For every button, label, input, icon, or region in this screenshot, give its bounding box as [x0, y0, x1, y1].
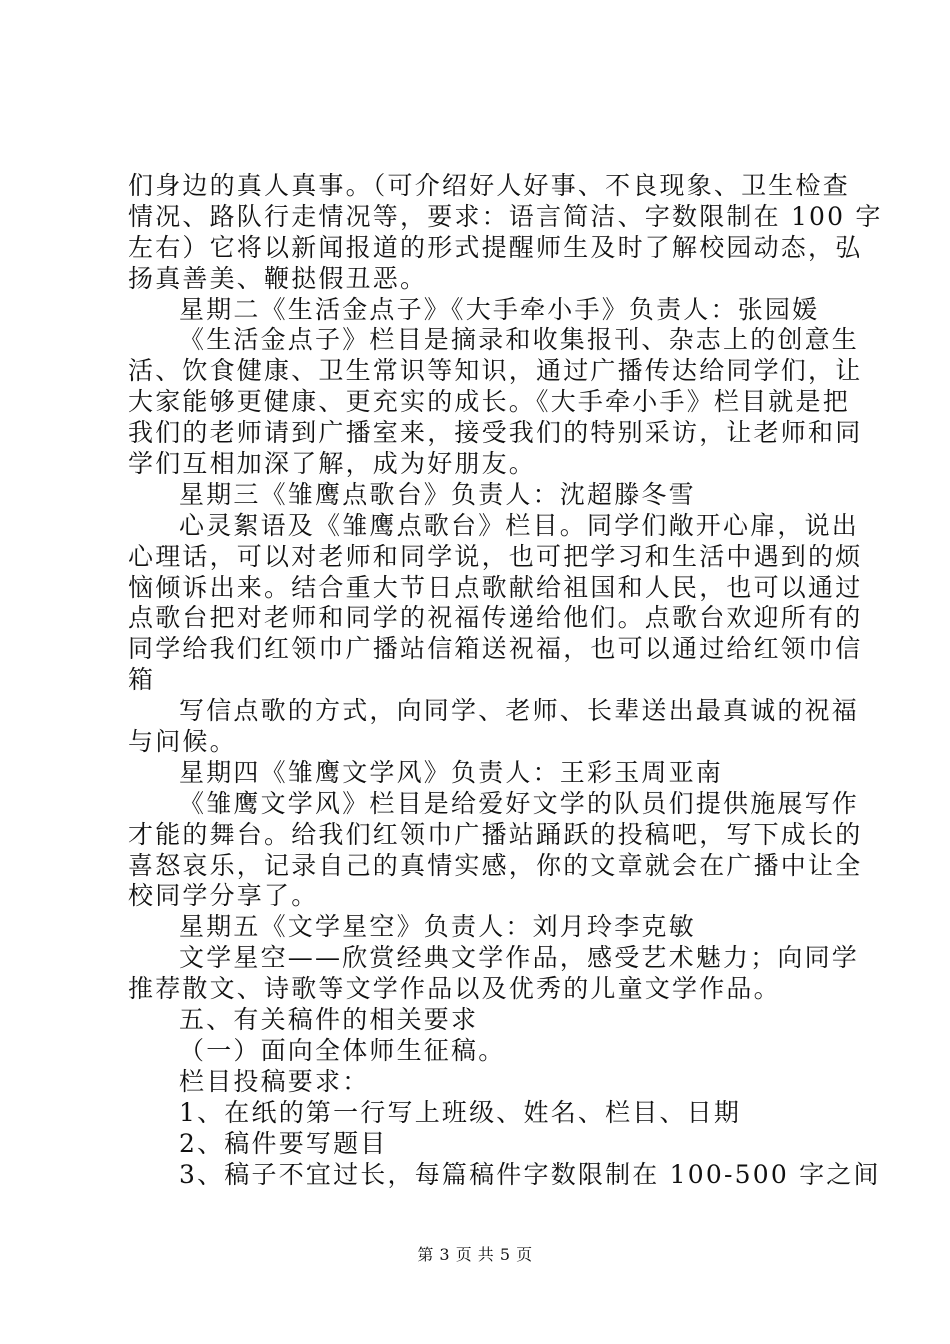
text-line: 心理话，可以对老师和同学说，也可把学习和生活中遇到的烦 [128, 541, 863, 571]
text-line: 写信点歌的方式，向同学、老师、长辈送出最真诚的祝福 [179, 696, 860, 726]
text-line: 点歌台把对老师和同学的祝福传递给他们。点歌台欢迎所有的 [128, 603, 863, 633]
text-line: 我们的老师请到广播室来，接受我们的特别采访，让老师和同 [128, 418, 863, 448]
text-line: 《雏鹰文学风》栏目是给爱好文学的队员们提供施展写作 [179, 788, 860, 818]
text-line: 箱 [128, 665, 156, 695]
document-body [128, 171, 883, 1190]
text-line: 与问候。 [128, 727, 237, 757]
text-line: 大家能够更健康、更充实的成长。《大手牵小手》栏目就是把 [128, 387, 850, 417]
text-line: 喜怒哀乐，记录自己的真情实感，你的文章就会在广播中让全 [128, 850, 863, 880]
text-line: 1、在纸的第一行写上班级、姓名、栏目、日期 [179, 1097, 742, 1127]
text-line: 星期三《雏鹰点歌台》负责人：沈超滕冬雪 [179, 479, 696, 509]
text-line: 星期四《雏鹰文学风》负责人：王彩玉周亚南 [179, 757, 724, 787]
text-line: 左右）它将以新闻报道的形式提醒师生及时了解校园动态，弘 [128, 232, 863, 262]
text-line: 活、饮食健康、卫生常识等知识，通过广播传达给同学们，让 [128, 356, 863, 386]
text-line: 文学星空——欣赏经典文学作品，感受艺术魅力；向同学 [179, 943, 860, 973]
text-line: 校同学分享了。 [128, 881, 319, 911]
text-line: 扬真善美、鞭挞假丑恶。 [128, 263, 428, 293]
text-line: 心灵絮语及《雏鹰点歌台》栏目。同学们敞开心扉，说出 [179, 510, 860, 540]
text-line: 推荐散文、诗歌等文学作品以及优秀的儿童文学作品。 [128, 974, 781, 1004]
text-line: 们身边的真人真事。（可介绍好人好事、不良现象、卫生检查 [128, 171, 850, 200]
text-line: 同学给我们红领巾广播站信箱送祝福，也可以通过给红领巾信 [128, 634, 863, 664]
text-line: 才能的舞台。给我们红领巾广播站踊跃的投稿吧，写下成长的 [128, 819, 863, 849]
text-line: 学们互相加深了解，成为好朋友。 [128, 449, 537, 479]
text-line: 恼倾诉出来。结合重大节日点歌献给祖国和人民，也可以通过 [128, 572, 863, 602]
text-line: 栏目投稿要求： [179, 1066, 370, 1096]
page-footer: 第 3 页 共 5 页 [417, 1245, 533, 1264]
text-line: 3、稿子不宜过长，每篇稿件字数限制在 100-500 字之间 [179, 1159, 881, 1189]
text-line: 2、稿件要写题目 [179, 1128, 388, 1158]
text-line: 五、有关稿件的相关要求 [179, 1005, 479, 1035]
text-line: （一）面向全体师生征稿。 [179, 1035, 506, 1065]
text-line: 星期五《文学星空》负责人：刘月玲李克敏 [179, 912, 696, 942]
text-line: 《生活金点子》栏目是摘录和收集报刊、杂志上的创意生 [179, 325, 860, 355]
text-line: 星期二《生活金点子》《大手牵小手》负责人：张园媛 [179, 294, 820, 324]
text-line: 情况、路队行走情况等，要求：语言简洁、字数限制在 100 字 [128, 201, 883, 231]
